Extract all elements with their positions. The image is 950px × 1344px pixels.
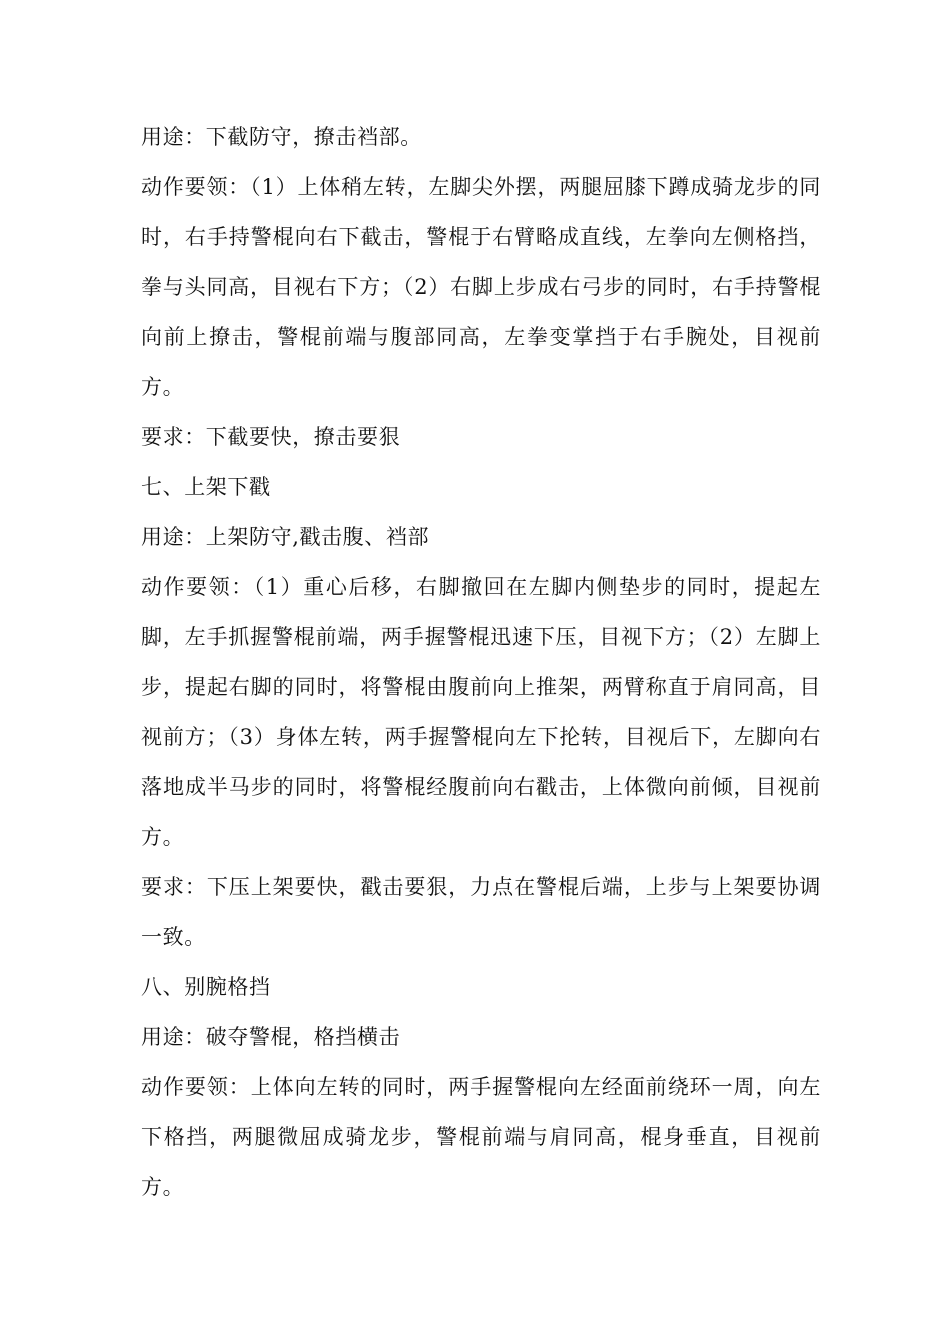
paragraph-requirement-7: 要求：下压上架要快，戳击要狠，力点在警棍后端，上步与上架要协调一致。: [141, 875, 821, 949]
paragraph-method-7: 动作要领：（1）重心后移，右脚撤回在左脚内侧垫步的同时，提起左脚，左手抓握警棍前端，两手握警棍迅速下压，目视下方；（2）左脚上步，提起右脚的同时，将警棍由腹前向上推架，两臂称直于肩同高，目视前方；（3）身体左转，两手握警棍向左下抡转，目视后下，左脚向右落地成半马步的同时，将警棍经腹前向右戳击，上体微向前倾，目视前方。: [141, 575, 821, 849]
paragraph-method-1: 动作要领：（1）上体稍左转，左脚尖外摆，两腿屈膝下蹲成骑龙步的同时，右手持警棍向右下截击，警棍于右臂略成直线，左拳向左侧格挡，拳与头同高，目视右下方；（2）右脚上步成右弓步的同时，右手持警棍向前上撩击，警棍前端与腹部同高，左拳变掌挡于右手腕处，目视前方。: [141, 175, 821, 399]
paragraph-usage-8: 用途：破夺警棍，格挡横击: [141, 1025, 401, 1049]
section-heading-8: 八、别腕格挡: [141, 975, 271, 999]
document-body: [141, 112, 821, 1212]
paragraph-usage-1: 用途：下截防守，撩击裆部。: [141, 125, 422, 149]
paragraph-requirement-1: 要求：下截要快，撩击要狠: [141, 425, 401, 449]
paragraph-usage-7: 用途：上架防守,戳击腹、裆部: [141, 525, 430, 549]
section-heading-7: 七、上架下戳: [141, 475, 271, 499]
paragraph-method-8: 动作要领：上体向左转的同时，两手握警棍向左经面前绕环一周，向左下格挡，两腿微屈成骑龙步，警棍前端与肩同高，棍身垂直，目视前方。: [141, 1075, 821, 1199]
